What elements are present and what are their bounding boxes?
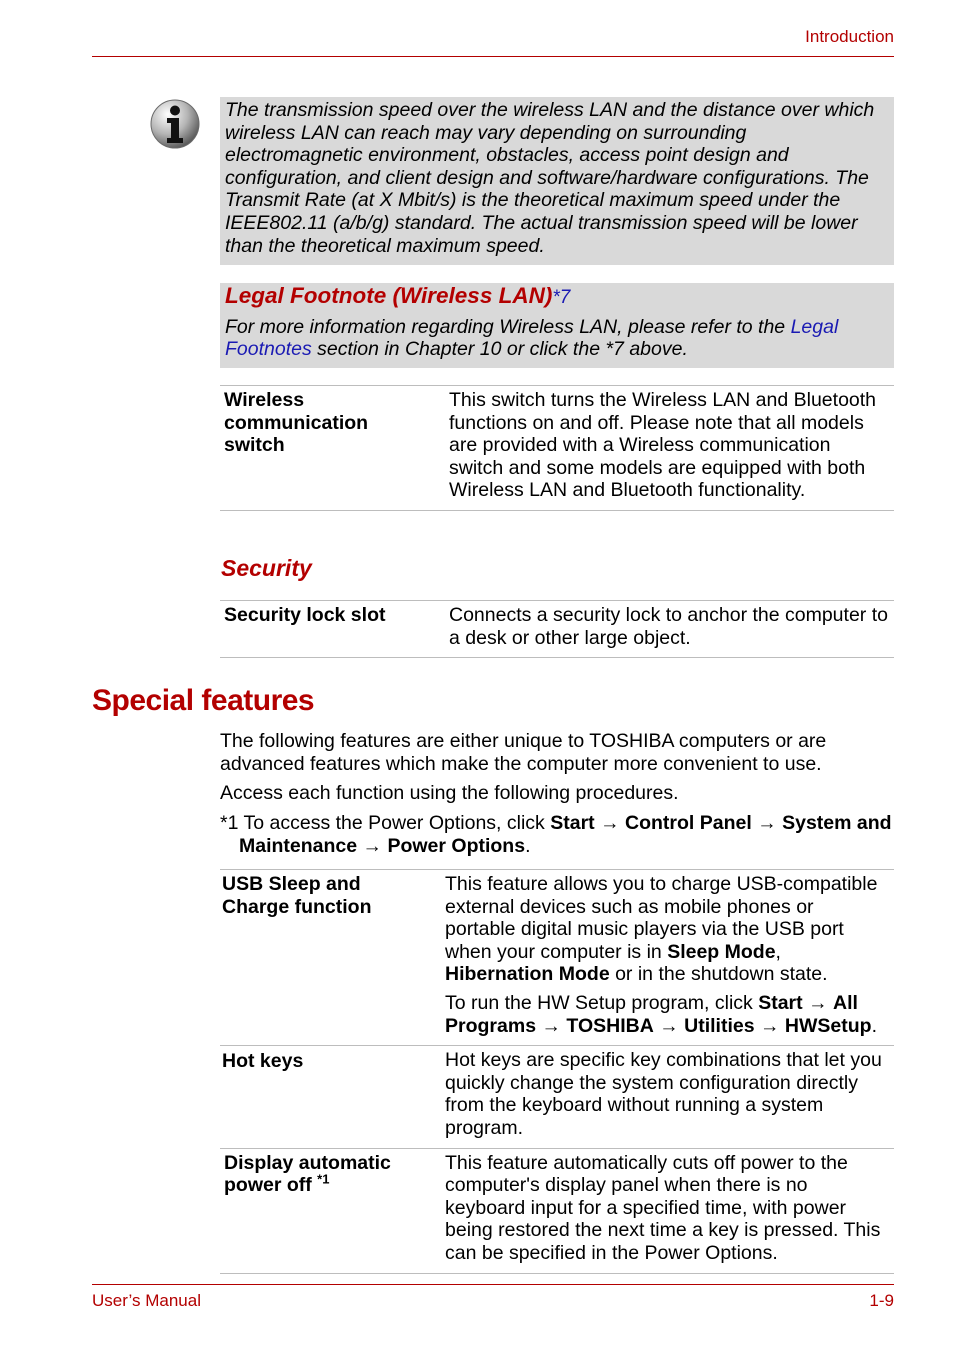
period: . [525, 834, 531, 857]
menu-all-programs: All Programs [445, 991, 858, 1037]
special-features-table [220, 869, 894, 1274]
arrow-icon: → [600, 812, 620, 834]
menu-start: Start [758, 991, 803, 1014]
table-row [220, 1148, 894, 1273]
feature-description [442, 870, 894, 1046]
usb-desc-1 [445, 873, 889, 986]
feature-term: Security lock slot [224, 604, 386, 626]
feature-term: USB Sleep and Charge function [222, 873, 372, 918]
table-row [220, 1046, 894, 1148]
legal-text-before: For more information regarding Wireless LAN, please refer to the [225, 315, 791, 338]
section-title: Special features [92, 684, 315, 717]
comma: , [775, 940, 781, 963]
arrow-icon: → [808, 991, 828, 1014]
footer-rule [92, 1284, 894, 1285]
menu-start: Start [550, 812, 595, 834]
info-icon [150, 99, 202, 151]
hibernation-mode-term: Hibernation Mode [445, 963, 610, 986]
menu-utilities: Utilities [684, 1014, 755, 1037]
table-row [220, 386, 894, 511]
power-options-note [220, 812, 894, 858]
feature-term: Hot keys [222, 1050, 304, 1073]
menu-toshiba: TOSHIBA [566, 1014, 654, 1037]
arrow-icon: → [362, 834, 383, 857]
footnote-ref-link[interactable]: *7 [552, 287, 571, 308]
legal-text-after: section in Chapter 10 or click the *7 above. [311, 338, 688, 361]
arrow-icon: → [659, 1014, 679, 1037]
table-row [220, 870, 894, 1046]
security-table [220, 600, 894, 658]
feature-description: This feature automatically cuts off power to the computer's display panel when there is no keyboard input for a specified time, with power being restored the next time a key is pressed. This can be specified in the Power Options. [445, 1151, 881, 1264]
running-header: Introduction [805, 27, 894, 46]
period: . [871, 1014, 877, 1037]
menu-control-panel: Control Panel [625, 812, 752, 834]
feature-term: Wireless communication switch [224, 389, 369, 457]
display-term-text: Display automatic power off [224, 1151, 391, 1197]
usb-desc-2 [445, 992, 889, 1037]
menu-system: System and Maintenance [239, 812, 892, 857]
arrow-icon: → [760, 1014, 780, 1037]
header-rule [92, 56, 894, 57]
footer-manual-title: User’s Manual [92, 1291, 201, 1310]
note-text: The transmission speed over the wireless LAN and the distance over which wireless LAN can reach may vary depending on surrounding electromagnetic environment, obstacles, access point design and configuration, and client design and software/hardware configurations. The Transmit Rate (at X Mbit/s) is the theoretical maximum speed under the IEEE802.11 (a/b/g) standard. The actual transmission speed will be lower than the theoretical maximum speed. [225, 99, 875, 257]
legal-footnotes-link[interactable]: Legal Footnotes [225, 315, 839, 361]
feature-description: This switch turns the Wireless LAN and Bluetooth functions on and off. Please note that all models are provided with a Wireless communication switch and some models are equipped with both Wireless LAN and Bluetooth functionality. [449, 389, 877, 502]
wireless-switch-table [220, 385, 894, 511]
usb-text-b: or in the shutdown state. [609, 963, 828, 986]
access-paragraph: Access each function using the following procedures. [220, 782, 679, 804]
feature-description: Connects a security lock to anchor the computer to a desk or other large object. [449, 604, 888, 649]
footnote-sup: *1 [317, 1171, 330, 1187]
feature-term [220, 1148, 442, 1273]
sleep-mode-term: Sleep Mode [667, 940, 776, 963]
usb-text-a: This feature allows you to charge USB-compatible external devices such as mobile phones or portable digital music players via the USB port when your computer is in [445, 873, 878, 963]
legal-footnote-text [225, 316, 888, 361]
table-row [220, 601, 894, 658]
legal-footnote-box [220, 283, 894, 368]
wireless-speed-note [220, 97, 894, 265]
arrow-icon: → [541, 1014, 561, 1037]
menu-power-options: Power Options [387, 834, 526, 857]
page-number: 1-9 [869, 1291, 894, 1310]
security-heading: Security [221, 555, 312, 581]
power-note-prefix: *1 To access the Power Options, click [220, 812, 551, 834]
intro-paragraph: The following features are either unique to TOSHIBA computers or are advanced features which make the computer more convenient to use. [220, 730, 827, 775]
legal-footnote-title-text: Legal Footnote (Wireless LAN) [225, 283, 553, 308]
menu-hwsetup: HWSetup [784, 1014, 872, 1037]
usb-text-c: To run the HW Setup program, click [445, 991, 759, 1014]
arrow-icon: → [757, 812, 777, 834]
legal-footnote-title [225, 285, 888, 310]
feature-description: Hot keys are specific key combinations that let you quickly change the system configuration directly from the keyboard without running a system program. [445, 1049, 882, 1139]
